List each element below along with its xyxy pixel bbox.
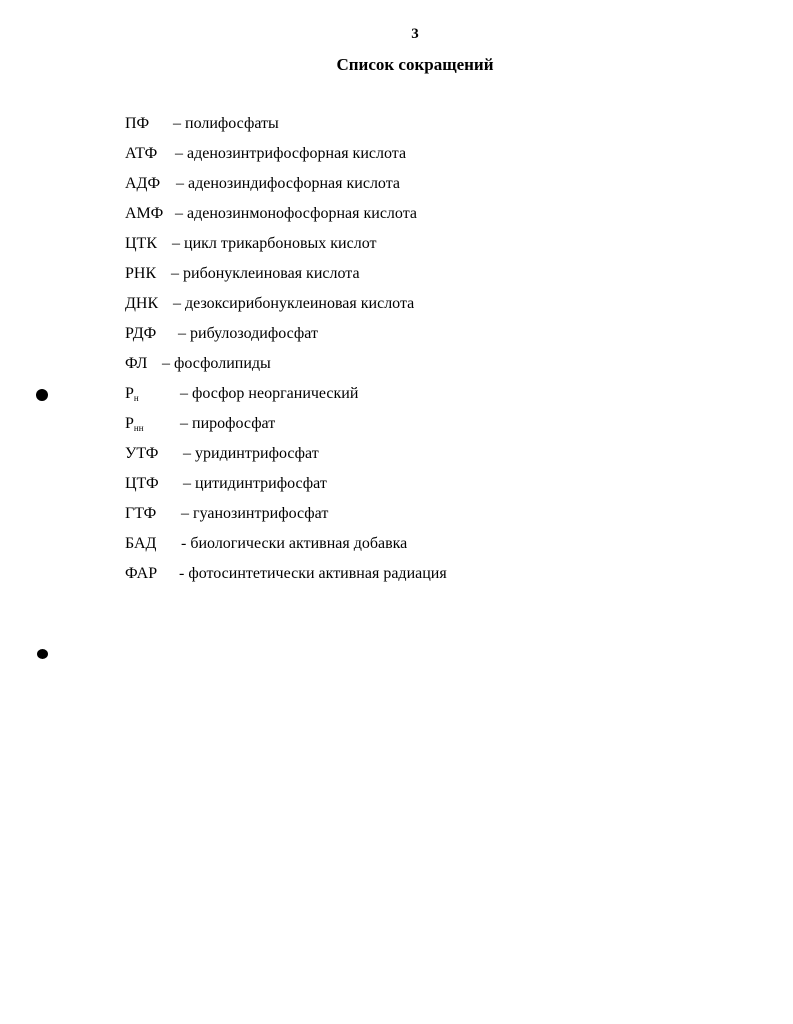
page-number: 3: [411, 26, 419, 42]
abbreviation-term: ДНК: [125, 295, 159, 312]
abbreviation-term: ФЛ: [125, 355, 148, 372]
abbreviation-definition: – аденозиндифосфорная кислота: [176, 175, 401, 192]
abbreviation-row: [125, 234, 745, 264]
abbreviation-term: АДФ: [125, 175, 161, 192]
abbreviation-row: [125, 564, 745, 594]
abbreviation-row: [125, 324, 745, 354]
abbreviation-term: ФАР: [125, 565, 158, 582]
abbreviation-definition: - биологически активная добавка: [181, 535, 408, 552]
abbreviation-row: [125, 204, 745, 234]
abbreviation-row: [125, 504, 745, 534]
abbreviation-definition: – уридинтрифосфат: [183, 445, 319, 462]
abbreviation-row: [125, 144, 745, 174]
abbreviation-list: [125, 114, 745, 594]
abbreviation-definition: – дезоксирибонуклеиновая кислота: [173, 295, 415, 312]
abbreviation-definition: – цитидинтрифосфат: [183, 475, 327, 492]
ink-blot: [36, 389, 48, 401]
abbreviation-definition: - фотосинтетически активная радиация: [179, 565, 447, 582]
abbreviation-term: АТФ: [125, 145, 158, 162]
abbreviation-definition: – фосфор неорганический: [180, 385, 359, 402]
abbreviation-row: [125, 444, 745, 474]
ink-blot: [37, 649, 48, 659]
abbreviation-term: $Р_{нн}$: [125, 415, 144, 433]
abbreviation-row: [125, 174, 745, 204]
abbreviation-term: ЦТК: [125, 235, 157, 252]
abbreviation-row: [125, 294, 745, 324]
page-title: Список сокращений: [336, 55, 494, 74]
abbreviation-row: [125, 354, 745, 384]
abbreviation-term: БАД: [125, 535, 157, 552]
abbreviation-row: [125, 474, 745, 504]
abbreviation-definition: – аденозинмонофосфорная кислота: [175, 205, 417, 222]
abbreviation-term: ЦТФ: [125, 475, 159, 492]
abbreviation-row: [125, 534, 745, 564]
abbreviation-row: [125, 384, 745, 414]
abbreviation-row: [125, 414, 745, 444]
abbreviation-definition: – рибонуклеиновая кислота: [171, 265, 360, 282]
abbreviation-definition: – гуанозинтрифосфат: [181, 505, 329, 522]
abbreviation-term: РНК: [125, 265, 157, 282]
abbreviation-definition: – цикл трикарбоновых кислот: [172, 235, 377, 252]
abbreviation-row: [125, 114, 745, 144]
abbreviation-definition: – аденозинтрифосфорная кислота: [175, 145, 407, 162]
abbreviation-definition: – рибулозодифосфат: [178, 325, 318, 342]
abbreviation-definition: – фосфолипиды: [162, 355, 271, 372]
abbreviation-term: УТФ: [125, 445, 159, 462]
abbreviation-term: ПФ: [125, 115, 150, 132]
abbreviation-definition: – пирофосфат: [180, 415, 276, 432]
abbreviation-term: РДФ: [125, 325, 157, 342]
abbreviation-term: АМФ: [125, 205, 164, 222]
abbreviation-term: ГТФ: [125, 505, 157, 522]
abbreviation-row: [125, 264, 745, 294]
abbreviation-definition: – полифосфаты: [173, 115, 279, 132]
abbreviation-term: $Р_н$: [125, 385, 139, 403]
